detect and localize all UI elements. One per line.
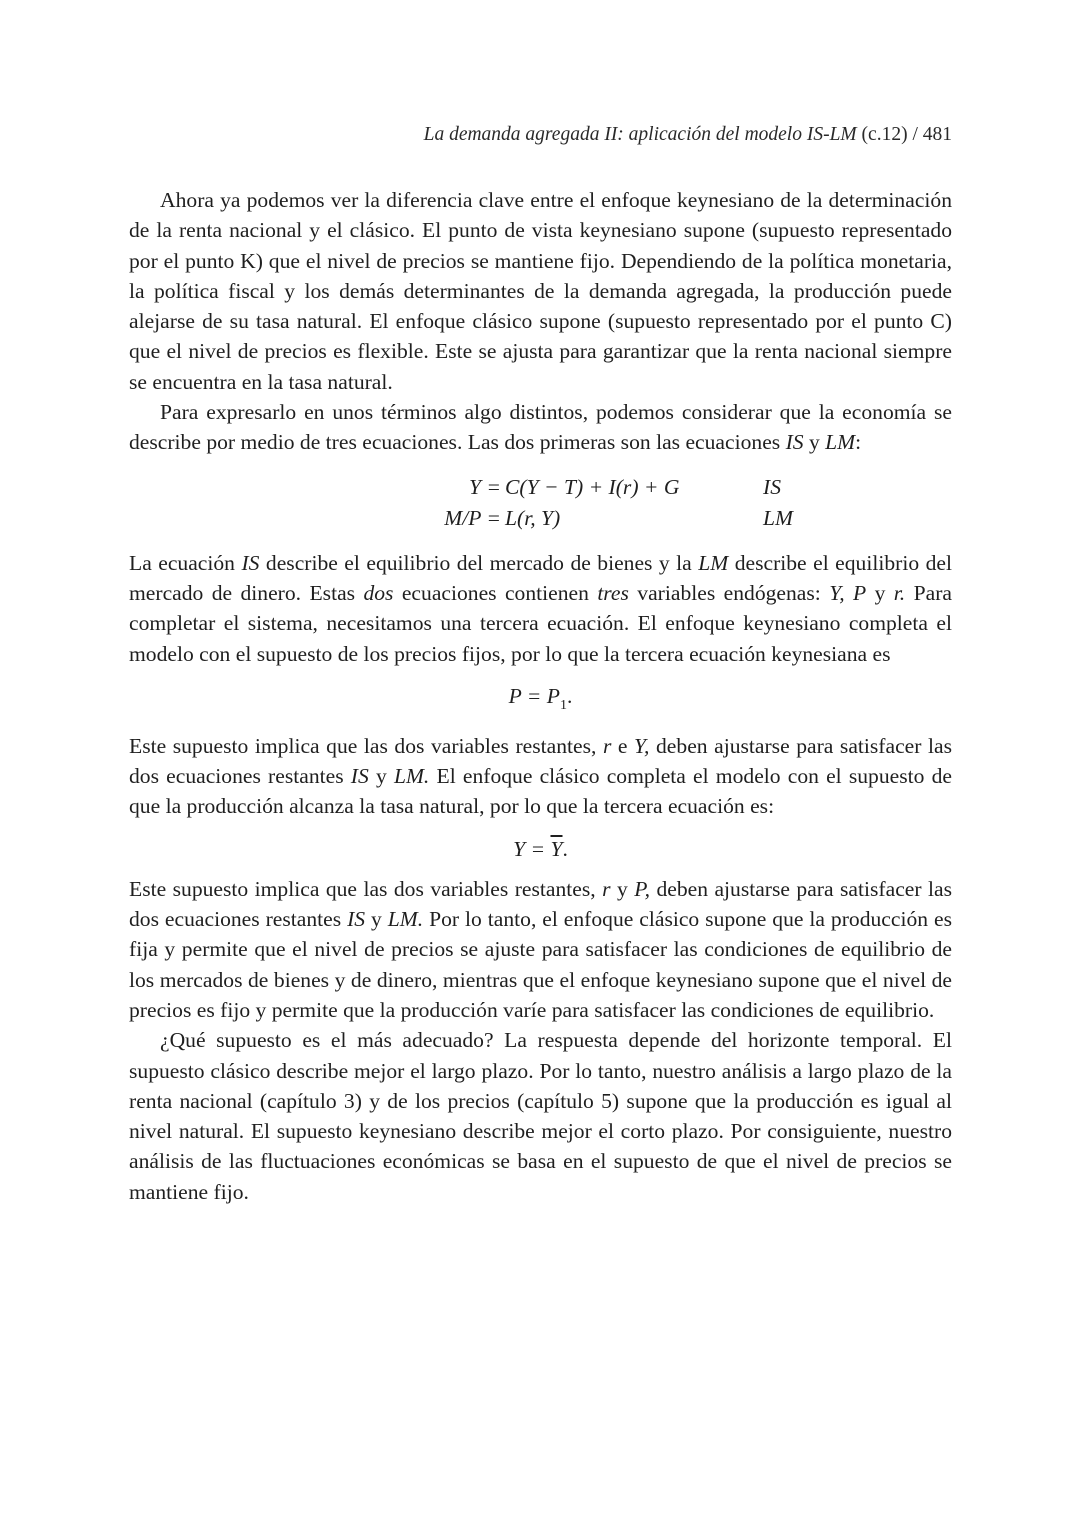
running-head-separator: / <box>912 124 918 145</box>
equation-classical: $Y = \overline{Y}$. <box>513 836 568 861</box>
paragraph-6: ¿Qué supuesto es el más adecuado? La respuesta depende del horizonte temporal. El supuesto clásico describe mejor el largo plazo. Por lo tanto, nuestro análisis a largo plazo de la renta nacional (capítulo 3) y de los precios (capítulo 5) supone que la producción es igual al nivel natural. El supuesto keynesiano describe mejor el corto plazo. Por consiguiente, nuestro análisis de las fluctuaciones económicas se basa en el supuesto de que el nivel de precios se mantiene fijo. <box>129 1028 952 1204</box>
paragraph-1: Ahora ya podemos ver la diferencia clave entre el enfoque keynesiano de la determinación de la renta nacional y el clásico. El punto de vista keynesiano supone (supuesto representado por el punto K) que el nivel de precios se mantiene fijo. Dependiendo de la política monetaria, la política fiscal y los demás determinantes de la demanda agregada, la producción puede alejarse de su tasa natural. El enfoque clásico supone (supuesto representado por el punto C) que el nivel de precios es flexible. Este se ajusta para garantizar que la renta nacional siempre se encuentra en la tasa natural. <box>129 188 952 394</box>
running-head-title: La demanda agregada II: aplicación del modelo IS-LM <box>423 124 857 145</box>
paragraph-5: Este supuesto implica que las dos variables restantes, r y P, deben ajustarse para satisfacer las dos ecuaciones restantes IS y LM. Por lo tanto, el enfoque clásico supone que la producción es fija y permite que el nivel de precios se ajuste para satisfacer las condiciones de equilibrio de los mercados de bienes y de dinero, mientras que el enfoque keynesiano supone que el nivel de precios es fijo y permite que la producción varíe para satisfacer las condiciones de equilibrio. <box>129 876 952 1022</box>
is-lm-equations <box>129 472 952 534</box>
running-head-chapter: (c.12) <box>861 124 908 145</box>
equation-keynesian: $P = P_1$. <box>508 683 573 713</box>
paragraph-4: Este supuesto implica que las dos variables restantes, r e Y, deben ajustarse para satisfacer las dos ecuaciones restantes IS y LM. El enfoque clásico completa el modelo con el supuesto de que la producción alcanza la tasa natural, por lo que la tercera ecuación es: <box>129 733 952 819</box>
paragraph-2: Para expresarlo en unos términos algo distintos, podemos considerar que la economía se describe por medio de tres ecuaciones. Las dos primeras son las ecuaciones IS y LM: <box>129 400 952 455</box>
running-head <box>424 124 952 146</box>
equation-lm: M/P = L(r, Y) LM <box>129 503 952 534</box>
paragraph-3: La ecuación IS describe el equilibrio del mercado de bienes y la LM describe el equilibrio del mercado de dinero. Estas dos ecuaciones contienen tres variables endógenas: Y, P y r. Para completar el sistema, necesitamos una tercera ecuación. El enfoque keynesiano completa el modelo con el supuesto de los precios fijos, por lo que la tercera ecuación keynesiana es <box>129 550 952 666</box>
equation-is: Y = C(Y − T) + I(r) + G IS <box>129 472 952 503</box>
equation-tag-lm: LM <box>763 505 793 530</box>
body-text <box>129 185 952 1207</box>
equation-tag-is: IS <box>763 474 781 499</box>
page-number: 481 <box>922 124 952 145</box>
